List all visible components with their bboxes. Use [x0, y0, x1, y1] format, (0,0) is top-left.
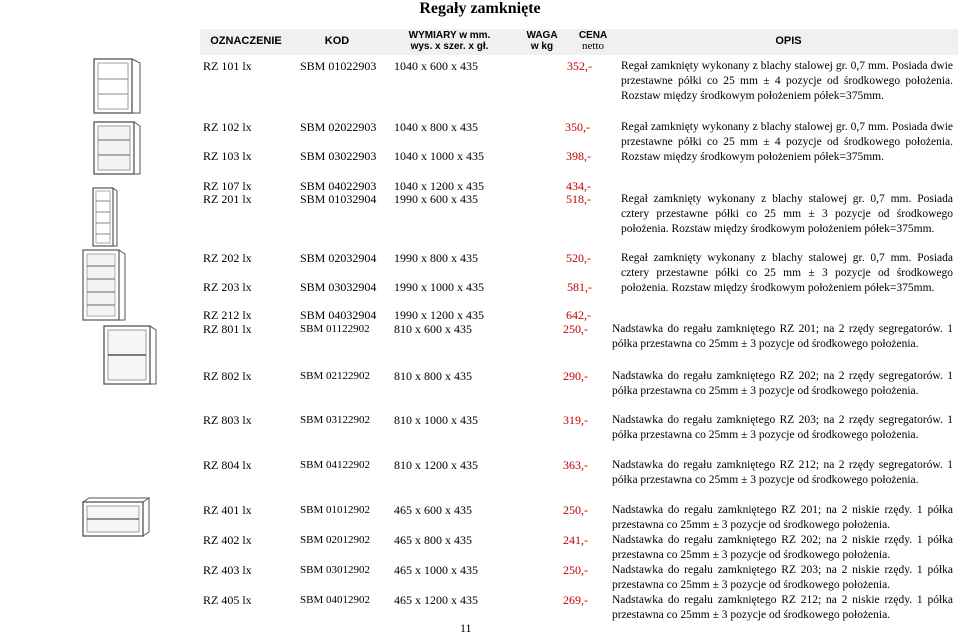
table-header [200, 29, 958, 55]
row-dim: 1040 x 800 x 435 [394, 120, 478, 134]
description: Regał zamknięty wykonany z blachy stalowej gr. 0,7 mm. Posiada dwie przestawne półki co 25 mm ± 4 pozycje od środkowego położenia. Rozstaw między środkowym położeniem półek=375mm. [621, 60, 953, 102]
row-code: RZ 201 lx [203, 192, 252, 206]
row-code: RZ 403 lx [203, 563, 252, 577]
description: Nadstawka do regału zamkniętego RZ 203; na 2 niskie rzędy. 1 półka przestawna co 25mm ± 3 pozycje od środkowego położenia. [612, 564, 953, 591]
row-dim: 465 x 800 x 435 [394, 533, 472, 547]
cabinet-image-rz1xx-open [92, 120, 144, 176]
description: Regał zamknięty wykonany z blachy stalowej gr. 0,7 mm. Posiada dwie przestawne półki co 25 mm ± 4 pozycje od środkowego położenia. Rozstaw między środkowym położeniem półek=375mm. [621, 121, 953, 163]
header-waga-line2: w kg [530, 41, 554, 52]
row-price: 241,- [563, 533, 588, 547]
row-price: 250,- [563, 503, 588, 517]
page-number: 11 [460, 621, 472, 635]
row-dim: 465 x 1000 x 435 [394, 563, 478, 577]
description: Nadstawka do regału zamkniętego RZ 202; na 2 niskie rzędy. 1 półka przestawna co 25mm ± 3 pozycje od środkowego położenia. [612, 534, 953, 561]
row-code: RZ 802 lx [203, 369, 252, 383]
row-dim: 1990 x 1000 x 435 [394, 280, 484, 294]
row-code: RZ 212 lx [203, 308, 252, 322]
header-opis: OPIS [775, 35, 802, 47]
description: Regał zamknięty wykonany z blachy stalowej gr. 0,7 mm. Posiada cztery przestawne półki co 25 mm ± 3 pozycje od środkowego położenia. Rozstaw między środkowym położeniem półek=375mm. [621, 193, 953, 235]
row-kod: SBM 01032904 [300, 192, 377, 206]
description: Nadstawka do regału zamkniętego RZ 203; na 2 rzędy segregatorów. 1 półka przestawna co 25mm ± 3 pozycje od środkowego położenia. [612, 414, 953, 441]
header-oznaczenie: OZNACZENIE [210, 35, 282, 47]
row-kod: SBM 03032904 [300, 280, 377, 294]
cabinet-image-rz2xx-open [80, 248, 128, 322]
extension-image-rz8xx [100, 322, 160, 388]
row-kod: SBM 01122902 [300, 323, 370, 335]
row-dim: 1040 x 1200 x 435 [394, 179, 484, 193]
row-code: RZ 101 lx [203, 59, 252, 73]
description: Regał zamknięty wykonany z blachy stalowej gr. 0,7 mm. Posiada cztery przestawne półki co 25 mm ± 3 pozycje od środkowego położenia. Rozstaw między środkowym położeniem półek=375mm. [621, 252, 953, 294]
header-wymiary [382, 30, 517, 56]
row-kod: SBM 04022903 [300, 179, 377, 193]
row-dim: 1040 x 600 x 435 [394, 59, 478, 73]
row-kod: SBM 03022903 [300, 149, 377, 163]
header-cena-line2: netto [582, 40, 604, 52]
row-dim: 810 x 600 x 435 [394, 322, 472, 336]
row-code: RZ 803 lx [203, 413, 252, 427]
description: Nadstawka do regału zamkniętego RZ 202; na 2 rzędy segregatorów. 1 półka przestawna co 25mm ± 3 pozycje od środkowego położenia. [612, 370, 953, 397]
row-code: RZ 103 lx [203, 149, 252, 163]
row-kod: SBM 03012902 [300, 564, 370, 576]
row-dim: 1990 x 1200 x 435 [394, 308, 484, 322]
row-price: 363,- [563, 458, 588, 472]
row-dim: 810 x 1200 x 435 [394, 458, 478, 472]
header-kod: KOD [324, 35, 350, 47]
row-kod: SBM 04012902 [300, 594, 370, 606]
row-dim: 1990 x 800 x 435 [394, 251, 478, 265]
header-waga [517, 30, 567, 56]
row-dim: 810 x 1000 x 435 [394, 413, 478, 427]
row-dim: 465 x 600 x 435 [394, 503, 472, 517]
header-wymiary-line2: wys. x szer. x gł. [410, 41, 489, 52]
cabinet-image-rz1xx-front [92, 57, 144, 115]
row-code: RZ 801 lx [203, 322, 252, 336]
row-price: 434,- [566, 179, 591, 193]
row-price: 250,- [563, 563, 588, 577]
row-price: 518,- [566, 192, 591, 206]
row-price: 520,- [566, 251, 591, 265]
row-kod: SBM 03122902 [300, 414, 370, 426]
row-price: 290,- [563, 369, 588, 383]
row-code: RZ 203 lx [203, 280, 252, 294]
row-code: RZ 102 lx [203, 120, 252, 134]
row-price: 642,- [566, 308, 591, 322]
description: Nadstawka do regału zamkniętego RZ 201; na 2 rzędy segregatorów. 1 półka przestawna co 25mm ± 3 pozycje od środkowego położenia. [612, 323, 953, 350]
row-dim: 465 x 1200 x 435 [394, 593, 478, 607]
header-cena [567, 30, 619, 56]
row-code: RZ 107 lx [203, 179, 252, 193]
page-title: Regały zamknięte [419, 0, 541, 17]
row-price: 319,- [563, 413, 588, 427]
row-code: RZ 401 lx [203, 503, 252, 517]
row-kod: SBM 01012902 [300, 504, 370, 516]
row-kod: SBM 02122902 [300, 370, 370, 382]
description: Nadstawka do regału zamkniętego RZ 212; na 2 rzędy segregatorów. 1 półka przestawna co 25mm ± 3 pozycje od środkowego położenia. [612, 459, 953, 486]
row-code: RZ 402 lx [203, 533, 252, 547]
header-cena-line1: CENA [578, 30, 608, 41]
row-kod: SBM 01022903 [300, 59, 377, 73]
row-code: RZ 405 lx [203, 593, 252, 607]
row-price: 581,- [567, 280, 592, 294]
description: Nadstawka do regału zamkniętego RZ 201; na 2 niskie rzędy. 1 półka przestawna co 25mm ± 3 pozycje od środkowego położenia. [612, 504, 953, 531]
row-price: 352,- [567, 59, 592, 73]
row-dim: 810 x 800 x 435 [394, 369, 472, 383]
row-kod: SBM 04122902 [300, 459, 370, 471]
row-price: 398,- [566, 149, 591, 163]
header-wymiary-line1: WYMIARY w mm. [408, 30, 491, 41]
row-price: 250,- [563, 322, 588, 336]
row-price: 269,- [563, 593, 588, 607]
row-kod: SBM 02012902 [300, 534, 370, 546]
row-dim: 1040 x 1000 x 435 [394, 149, 484, 163]
row-kod: SBM 02022903 [300, 120, 377, 134]
row-price: 350,- [565, 120, 590, 134]
row-dim: 1990 x 600 x 435 [394, 192, 478, 206]
header-waga-line1: WAGA [526, 30, 558, 41]
row-code: RZ 202 lx [203, 251, 252, 265]
description: Nadstawka do regału zamkniętego RZ 212; na 2 niskie rzędy. 1 półka przestawna co 25mm ± 3 pozycje od środkowego położenia. [612, 594, 953, 621]
row-code: RZ 804 lx [203, 458, 252, 472]
row-kod: SBM 04032904 [300, 308, 377, 322]
row-kod: SBM 02032904 [300, 251, 377, 265]
cabinet-image-rz2xx-front [90, 186, 120, 248]
extension-image-rz4xx [80, 496, 154, 540]
